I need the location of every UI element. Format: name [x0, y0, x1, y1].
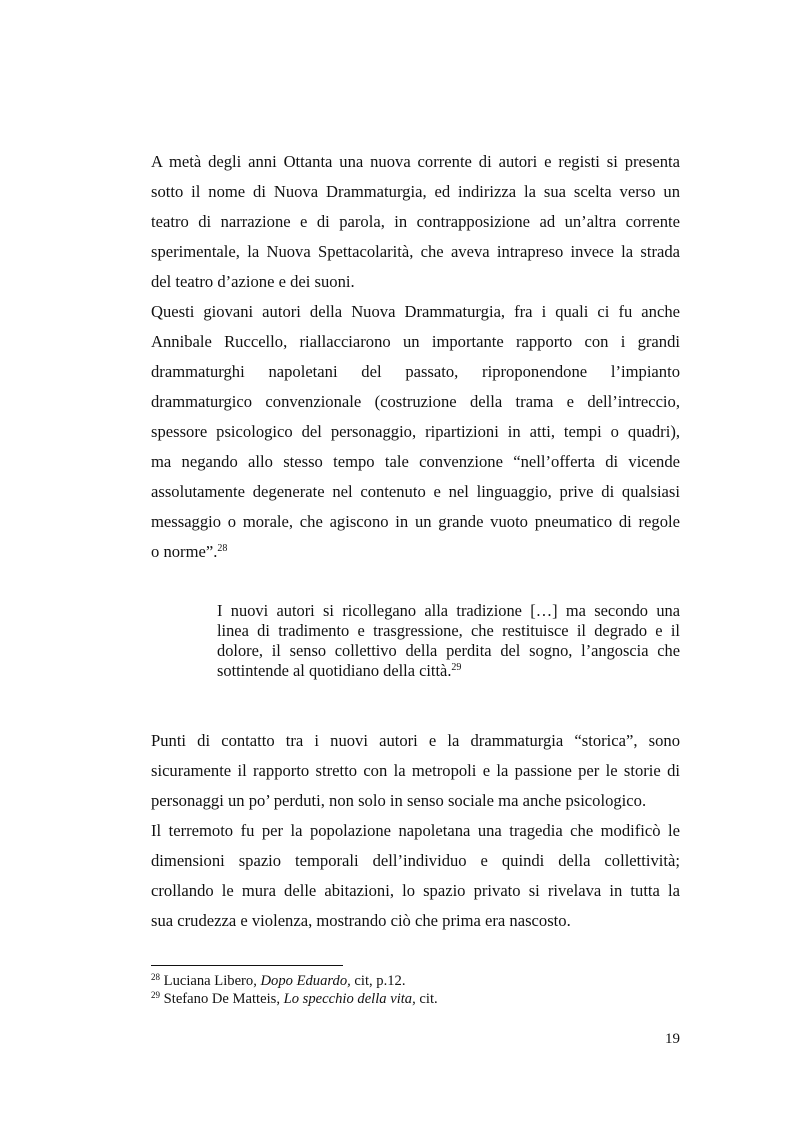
footnote-separator [151, 965, 343, 966]
footnote-author: Luciana Libero, [163, 973, 261, 989]
footnote-citation: cit, p.12. [350, 973, 406, 989]
text-line: assolutamente degenerate nel contenuto e nel linguaggio, prive di qualsiasi [151, 482, 680, 501]
text-line: crollando le mura delle abitazioni, lo spazio privato si rivelava in tutta la [151, 881, 680, 900]
text-line: ma negando allo stesso tempo tale convenzione “nell’offerta di vicende [151, 452, 680, 471]
quote-line: I nuovi autori si ricollegano alla tradizione […] ma secondo una [217, 601, 680, 620]
text-line: A metà degli anni Ottanta una nuova corrente di autori e registi si presenta [151, 152, 680, 171]
footnote-number: 29 [151, 990, 160, 1000]
text-line: dimensioni spazio temporali dell’individuo e quindi della collettività; [151, 851, 680, 870]
text-line: teatro di narrazione e di parola, in contrapposizione ad un’altra corrente [151, 212, 680, 231]
text-line: personaggi un po’ perduti, non solo in senso sociale ma anche psicologico. [151, 791, 647, 810]
quote-line: dolore, il senso collettivo della perdita del sogno, l’angoscia che [217, 641, 680, 660]
page-number: 19 [665, 1031, 680, 1047]
text-line: sperimentale, la Nuova Spettacolarità, che aveva intrapreso invece la strada [151, 242, 680, 261]
footnote-reference-28[interactable]: 28 [217, 543, 228, 554]
text-line: spessore psicologico del personaggio, ripartizioni in atti, tempi o quadri), [151, 422, 680, 441]
text-line: sotto il nome di Nuova Drammaturgia, ed indirizza la sua scelta verso un [151, 182, 680, 201]
paragraph-end-text: o norme”. [151, 542, 218, 561]
footnote-reference-29[interactable]: 29 [451, 662, 462, 673]
text-line: sicuramente il rapporto stretto con la metropoli e la passione per le storie di [151, 761, 680, 780]
text-line: Punti di contatto tra i nuovi autori e la drammaturgia “storica”, sono [151, 731, 680, 750]
footnote-title: Dopo Eduardo, [260, 973, 351, 989]
text-line: drammaturgico convenzionale (costruzione della trama e dell’intreccio, [151, 392, 680, 411]
footnote-29 [151, 990, 680, 1008]
footnote-number: 28 [151, 972, 160, 982]
text-line: messaggio o morale, che agiscono in un grande vuoto pneumatico di regole [151, 512, 680, 531]
text-line: Annibale Ruccello, riallacciarono un importante rapporto con i grandi [151, 332, 680, 351]
footnote-citation: , cit. [412, 991, 438, 1007]
text-line: sua crudezza e violenza, mostrando ciò che prima era nascosto. [151, 911, 571, 930]
quote-line: linea di tradimento e trasgressione, che restituisce il degrado e il [217, 621, 680, 640]
footnote-author: Stefano De Matteis, [163, 991, 284, 1007]
text-line: Questi giovani autori della Nuova Drammaturgia, fra i quali ci fu anche [151, 302, 680, 321]
text-line: del teatro d’azione e dei suoni. [151, 272, 355, 291]
footnote-28 [151, 972, 680, 990]
text-line: drammaturghi napoletani del passato, riproponendone l’impianto [151, 362, 680, 381]
quote-line [217, 661, 680, 681]
text-line: Il terremoto fu per la popolazione napoletana una tragedia che modificò le [151, 821, 680, 840]
footnote-title: Lo specchio della vita [283, 991, 413, 1007]
text-line [151, 542, 680, 562]
quote-end-text: sottintende al quotidiano della città. [217, 661, 452, 680]
